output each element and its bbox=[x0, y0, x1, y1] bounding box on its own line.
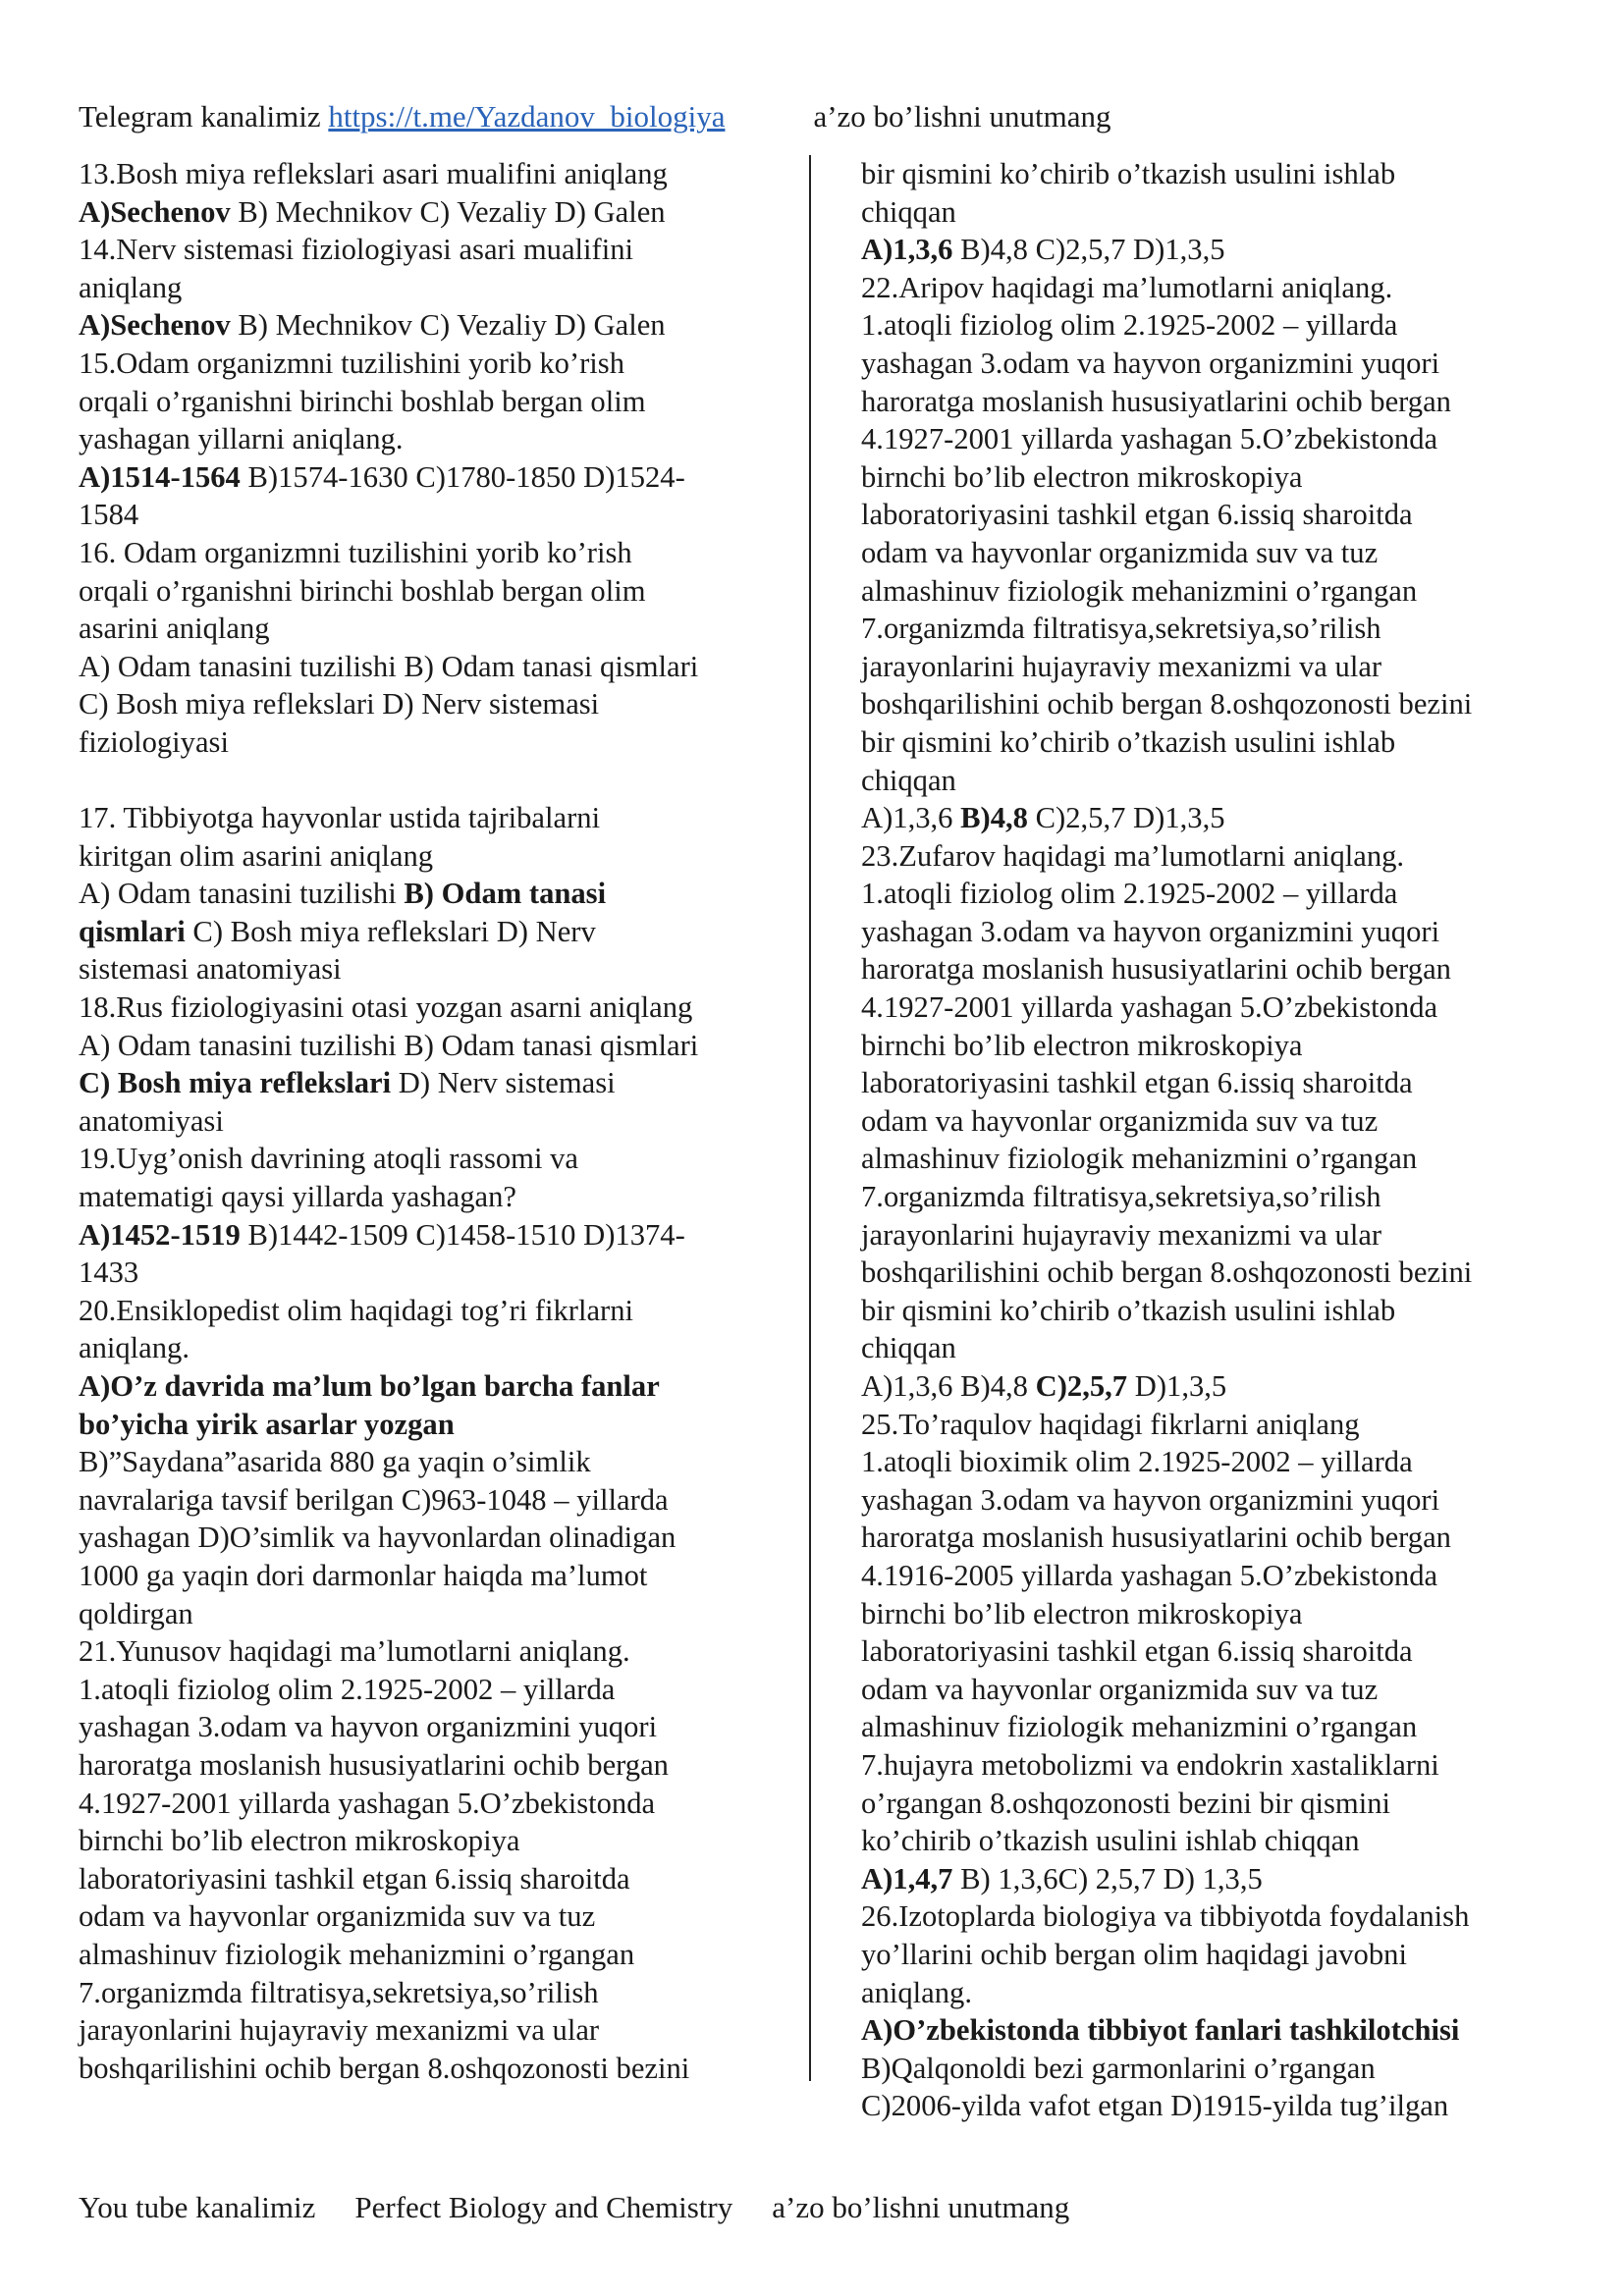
text-run: bir qismini ko’chirib o’tkazish usulini ishlab bbox=[861, 157, 1396, 190]
text-line bbox=[861, 2087, 1548, 2125]
text-run: almashinuv fiziologik mehanizmini o’rgangan bbox=[861, 1142, 1418, 1176]
text-run: qoldirgan bbox=[79, 1596, 193, 1630]
text-line bbox=[861, 610, 1548, 648]
text-run: 19.Uyg’onish davrining atoqli rassomi va bbox=[79, 1142, 578, 1176]
text-run: 1.atoqli fiziolog olim 2.1925-2002 – yillarda bbox=[861, 877, 1398, 911]
text-line bbox=[79, 269, 781, 307]
text-line bbox=[861, 837, 1548, 876]
text-run: aniqlang bbox=[79, 270, 183, 304]
text-run: A) Odam tanasini tuzilishi B) Odam tanasi qismlari bbox=[79, 1028, 699, 1062]
text-run: birnchi bo’lib electron mikroskopiya bbox=[79, 1824, 520, 1858]
text-line bbox=[861, 2050, 1548, 2088]
text-line bbox=[79, 1519, 781, 1557]
text-line bbox=[861, 685, 1548, 723]
page-footer bbox=[79, 2189, 1109, 2226]
text-run: odam va hayvonlar organizmida suv va tuz bbox=[861, 1672, 1379, 1706]
text-line bbox=[79, 1974, 781, 2012]
text-line bbox=[79, 1027, 781, 1065]
bold-answer: A)1,3,6 bbox=[861, 233, 953, 267]
bold-answer: B)4,8 bbox=[960, 801, 1028, 835]
text-line bbox=[79, 1557, 781, 1595]
text-run: 23.Zufarov haqidagi ma’lumotlarni aniqlang. bbox=[861, 838, 1405, 873]
text-line bbox=[79, 1064, 781, 1102]
text-line bbox=[861, 1671, 1548, 1709]
text-line bbox=[79, 648, 781, 686]
text-run: boshqarilishini ochib bergan 8.oshqozonosti bezini bbox=[861, 1255, 1473, 1290]
text-line bbox=[79, 723, 781, 762]
text-line bbox=[861, 648, 1548, 686]
bold-answer: A)O’z davrida ma’lum bo’lgan barcha fanlar bbox=[79, 1369, 660, 1403]
text-run: yashagan D)O’simlik va hayvonlardan olinadigan bbox=[79, 1521, 677, 1555]
bold-answer: qismlari bbox=[79, 914, 186, 948]
text-line bbox=[79, 496, 781, 534]
text-run: B) 1,3,6C) 2,5,7 D) 1,3,5 bbox=[952, 1861, 1263, 1896]
header-prefix: Telegram kanalimiz bbox=[79, 99, 329, 133]
text-line bbox=[79, 1708, 781, 1746]
text-run: B)”Saydana”asarida 880 ga yaqin o’simlik bbox=[79, 1445, 591, 1479]
text-line bbox=[861, 1746, 1548, 1785]
text-line bbox=[861, 155, 1548, 193]
text-line bbox=[861, 1481, 1548, 1520]
text-line bbox=[79, 1671, 781, 1709]
text-run: jarayonlarini hujayraviy mexanizmi va ular bbox=[79, 2013, 600, 2048]
text-line bbox=[861, 1897, 1548, 1936]
text-line bbox=[861, 572, 1548, 611]
bold-answer: C) Bosh miya reflekslari bbox=[79, 1066, 392, 1100]
telegram-link[interactable]: https://t.me/Yazdanov_biologiya bbox=[328, 99, 726, 133]
text-line bbox=[861, 1292, 1548, 1330]
text-run: yashagan 3.odam va hayvon organizmini yuqori bbox=[79, 1710, 658, 1744]
bold-answer: A)1514-1564 bbox=[79, 459, 241, 494]
text-line bbox=[79, 1481, 781, 1520]
footer-channel: Perfect Biology and Chemistry bbox=[354, 2190, 733, 2224]
text-run: C) Bosh miya reflekslari D) Nerv bbox=[185, 914, 596, 948]
text-run: 26.Izotoplarda biologiya va tibbiyotda foydalanish bbox=[861, 1899, 1470, 1934]
text-run: o’rgangan 8.oshqozonosti bezini bir qismini bbox=[861, 1786, 1391, 1820]
bold-answer: B) Odam tanasi bbox=[404, 877, 607, 911]
text-run: odam va hayvonlar organizmida suv va tuz bbox=[79, 1899, 596, 1934]
text-run: 21.Yunusov haqidagi ma’lumotlarni aniqlang. bbox=[79, 1634, 630, 1669]
text-run: odam va hayvonlar organizmida suv va tuz bbox=[861, 535, 1379, 569]
text-run: anatomiyasi bbox=[79, 1103, 224, 1138]
text-line bbox=[861, 269, 1548, 307]
text-line bbox=[861, 1974, 1548, 2012]
header-suffix: a’zo bo’lishni unutmang bbox=[813, 99, 1111, 133]
text-run: asarini aniqlang bbox=[79, 612, 270, 646]
text-line bbox=[861, 1027, 1548, 1065]
text-line bbox=[861, 1140, 1548, 1178]
text-run: laboratoriyasini tashkil etgan 6.issiq sharoitda bbox=[79, 1861, 630, 1896]
text-run: chiqqan bbox=[861, 763, 956, 797]
text-run: yo’llarini ochib bergan olim haqidagi javobni bbox=[861, 1937, 1407, 1971]
text-run: almashinuv fiziologik mehanizmini o’rgangan bbox=[79, 1937, 635, 1971]
text-line bbox=[861, 1443, 1548, 1481]
text-line bbox=[79, 685, 781, 723]
text-run: D)1,3,5 bbox=[1127, 1369, 1227, 1403]
text-run: 22.Aripov haqidagi ma’lumotlarni aniqlang. bbox=[861, 270, 1393, 304]
text-run: jarayonlarini hujayraviy mexanizmi va ular bbox=[861, 1217, 1382, 1252]
text-run: boshqarilishini ochib bergan 8.oshqozonosti bezini bbox=[861, 687, 1473, 721]
text-line bbox=[861, 1519, 1548, 1557]
text-run: yashagan 3.odam va hayvon organizmini yuqori bbox=[861, 914, 1440, 948]
text-line bbox=[79, 2050, 781, 2088]
text-line bbox=[79, 1140, 781, 1178]
text-run: 14.Nerv sistemasi fiziologiyasi asari mualifini bbox=[79, 233, 634, 267]
text-line bbox=[79, 1632, 781, 1671]
text-line bbox=[861, 1860, 1548, 1898]
text-line bbox=[861, 1254, 1548, 1292]
text-run: 4.1927-2001 yillarda yashagan 5.O’zbekistonda bbox=[861, 422, 1438, 456]
text-line bbox=[79, 762, 781, 800]
text-line bbox=[861, 383, 1548, 421]
text-run: A)1,3,6 bbox=[861, 801, 961, 835]
text-line bbox=[861, 458, 1548, 497]
text-line bbox=[861, 950, 1548, 988]
text-run: boshqarilishini ochib bergan 8.oshqozonosti bezini bbox=[79, 2051, 690, 2085]
text-run: 13.Bosh miya reflekslari asari mualifini aniqlang bbox=[79, 157, 668, 190]
text-run: haroratga moslanish hususiyatlarini ochib bergan bbox=[861, 952, 1451, 987]
text-line bbox=[79, 383, 781, 421]
text-run: C)2006-yilda vafot etgan D)1915-yilda tug’ilgan bbox=[861, 2089, 1449, 2123]
text-line bbox=[861, 1708, 1548, 1746]
text-line bbox=[861, 913, 1548, 951]
text-line bbox=[79, 875, 781, 913]
text-line bbox=[861, 1822, 1548, 1860]
text-run: 7.organizmda filtratisya,sekretsiya,so’rilish bbox=[861, 1180, 1381, 1214]
text-line bbox=[79, 1822, 781, 1860]
text-run: B)1574-1630 C)1780-1850 D)1524- bbox=[240, 459, 685, 494]
text-line bbox=[79, 799, 781, 837]
text-line bbox=[861, 1178, 1548, 1216]
text-line bbox=[79, 231, 781, 269]
text-line bbox=[79, 1178, 781, 1216]
text-run: haroratga moslanish hususiyatlarini ochib bergan bbox=[861, 1521, 1451, 1555]
text-line bbox=[79, 193, 781, 232]
footer-suffix: a’zo bo’lishni unutmang bbox=[772, 2190, 1070, 2224]
text-run: navralariga tavsif berilgan C)963-1048 – yillarda bbox=[79, 1482, 669, 1517]
text-run: 15.Odam organizmni tuzilishini yorib ko’rish bbox=[79, 346, 625, 380]
text-line bbox=[861, 496, 1548, 534]
text-line bbox=[861, 1329, 1548, 1367]
text-line bbox=[861, 1595, 1548, 1633]
text-line bbox=[861, 1557, 1548, 1595]
bold-answer: A)O’zbekistonda tibbiyot fanlari tashkilotchisi bbox=[861, 2013, 1460, 2048]
text-line bbox=[861, 1064, 1548, 1102]
text-run: orqali o’rganishni birinchi boshlab bergan olim bbox=[79, 384, 646, 418]
text-run: aniqlang. bbox=[79, 1331, 189, 1365]
bold-answer: A)Sechenov bbox=[79, 308, 231, 343]
text-line bbox=[79, 1936, 781, 1974]
text-line bbox=[79, 1746, 781, 1785]
text-run: 18.Rus fiziologiyasini otasi yozgan asarni aniqlang bbox=[79, 990, 693, 1025]
text-run: laboratoriyasini tashkil etgan 6.issiq sharoitda bbox=[861, 1066, 1413, 1100]
text-line bbox=[79, 2011, 781, 2050]
text-run: chiqqan bbox=[861, 1331, 956, 1365]
text-line bbox=[79, 1216, 781, 1255]
text-line bbox=[861, 799, 1548, 837]
text-run: C) Bosh miya reflekslari D) Nerv sistemasi bbox=[79, 687, 600, 721]
text-line bbox=[861, 420, 1548, 458]
text-run: birnchi bo’lib electron mikroskopiya bbox=[861, 459, 1303, 494]
text-line bbox=[79, 1595, 781, 1633]
text-run: 7.organizmda filtratisya,sekretsiya,so’rilish bbox=[79, 1975, 599, 2009]
text-run: 25.To’raqulov haqidagi fikrlarni aniqlang bbox=[861, 1407, 1360, 1441]
text-line bbox=[79, 837, 781, 876]
text-line bbox=[79, 1897, 781, 1936]
text-run: B)Qalqonoldi bezi garmonlarini o’rgangan bbox=[861, 2051, 1376, 2085]
text-run: almashinuv fiziologik mehanizmini o’rgangan bbox=[861, 573, 1418, 608]
text-run: 7.hujayra metobolizmi va endokrin xastaliklarni bbox=[861, 1747, 1439, 1782]
text-run: yashagan 3.odam va hayvon organizmini yuqori bbox=[861, 346, 1440, 380]
text-run: 4.1927-2001 yillarda yashagan 5.O’zbekistonda bbox=[79, 1786, 656, 1820]
text-run: orqali o’rganishni birinchi boshlab bergan olim bbox=[79, 573, 646, 608]
text-run: B)1442-1509 C)1458-1510 D)1374- bbox=[240, 1217, 685, 1252]
text-line bbox=[861, 1216, 1548, 1255]
text-run: B) Mechnikov C) Vezaliy D) Galen bbox=[230, 194, 666, 229]
text-run: 20.Ensiklopedist olim haqidagi tog’ri fikrlarni bbox=[79, 1293, 634, 1327]
text-line bbox=[861, 534, 1548, 572]
text-run: 4.1927-2001 yillarda yashagan 5.O’zbekistonda bbox=[861, 990, 1438, 1025]
text-line bbox=[79, 610, 781, 648]
text-line bbox=[79, 950, 781, 988]
text-line bbox=[861, 1102, 1548, 1141]
text-line bbox=[79, 572, 781, 611]
text-run: odam va hayvonlar organizmida suv va tuz bbox=[861, 1103, 1379, 1138]
text-run: bir qismini ko’chirib o’tkazish usulini ishlab bbox=[861, 724, 1396, 759]
text-run: matematigi qaysi yillarda yashagan? bbox=[79, 1180, 516, 1214]
text-run: aniqlang. bbox=[861, 1975, 972, 2009]
text-run: fiziologiyasi bbox=[79, 724, 229, 759]
text-line bbox=[79, 1406, 781, 1444]
text-line bbox=[861, 345, 1548, 383]
text-line bbox=[861, 306, 1548, 345]
text-run: yashagan 3.odam va hayvon organizmini yuqori bbox=[861, 1482, 1440, 1517]
text-run: jarayonlarini hujayraviy mexanizmi va ular bbox=[861, 649, 1382, 683]
text-run: A) Odam tanasini tuzilishi bbox=[79, 877, 405, 911]
text-line bbox=[861, 1785, 1548, 1823]
text-run: bir qismini ko’chirib o’tkazish usulini ishlab bbox=[861, 1293, 1396, 1327]
text-run: laboratoriyasini tashkil etgan 6.issiq sharoitda bbox=[861, 1634, 1413, 1669]
right-column bbox=[861, 155, 1548, 2125]
text-run: 17. Tibbiyotga hayvonlar ustida tajribalarni bbox=[79, 801, 601, 835]
text-run: laboratoriyasini tashkil etgan 6.issiq sharoitda bbox=[861, 498, 1413, 532]
text-run: 1584 bbox=[79, 498, 139, 532]
text-run: kiritgan olim asarini aniqlang bbox=[79, 838, 434, 873]
text-run: B)4,8 C)2,5,7 D)1,3,5 bbox=[952, 233, 1225, 267]
text-run: D) Nerv sistemasi bbox=[391, 1066, 616, 1100]
text-run: haroratga moslanish hususiyatlarini ochib bergan bbox=[861, 384, 1451, 418]
text-run: birnchi bo’lib electron mikroskopiya bbox=[861, 1028, 1303, 1062]
text-line bbox=[79, 420, 781, 458]
text-run: 1000 ga yaqin dori darmonlar haiqda ma’lumot bbox=[79, 1558, 648, 1592]
text-line bbox=[79, 458, 781, 497]
text-run: 1433 bbox=[79, 1255, 139, 1290]
text-line bbox=[861, 723, 1548, 762]
text-run: almashinuv fiziologik mehanizmini o’rgangan bbox=[861, 1710, 1418, 1744]
text-run: 1.atoqli fiziolog olim 2.1925-2002 – yillarda bbox=[79, 1672, 616, 1706]
text-run: A)1,3,6 B)4,8 bbox=[861, 1369, 1036, 1403]
text-run: haroratga moslanish hususiyatlarini ochib bergan bbox=[79, 1747, 669, 1782]
text-line bbox=[79, 345, 781, 383]
bold-answer: A)1452-1519 bbox=[79, 1217, 241, 1252]
text-line bbox=[861, 762, 1548, 800]
text-run: C)2,5,7 D)1,3,5 bbox=[1027, 801, 1225, 835]
bold-answer: A)Sechenov bbox=[79, 194, 231, 229]
bold-answer: bo’yicha yirik asarlar yozgan bbox=[79, 1407, 455, 1441]
text-line bbox=[861, 1936, 1548, 1974]
text-line bbox=[861, 231, 1548, 269]
text-run: B) Mechnikov C) Vezaliy D) Galen bbox=[230, 308, 666, 343]
text-run: birnchi bo’lib electron mikroskopiya bbox=[861, 1596, 1303, 1630]
text-run: 7.organizmda filtratisya,sekretsiya,so’rilish bbox=[861, 612, 1381, 646]
footer-label: You tube kanalimiz bbox=[79, 2190, 316, 2224]
text-run: yashagan yillarni aniqlang. bbox=[79, 422, 404, 456]
text-line bbox=[79, 1367, 781, 1406]
text-line bbox=[861, 193, 1548, 232]
text-run: A) Odam tanasini tuzilishi B) Odam tanasi qismlari bbox=[79, 649, 699, 683]
text-run: ko’chirib o’tkazish usulini ishlab chiqqan bbox=[861, 1824, 1360, 1858]
text-line bbox=[79, 1329, 781, 1367]
text-line bbox=[79, 1443, 781, 1481]
text-line bbox=[79, 988, 781, 1027]
text-line bbox=[79, 155, 781, 193]
text-line bbox=[861, 1367, 1548, 1406]
text-line bbox=[861, 1632, 1548, 1671]
text-line bbox=[861, 875, 1548, 913]
text-line bbox=[79, 534, 781, 572]
text-line bbox=[79, 1785, 781, 1823]
text-line bbox=[79, 306, 781, 345]
page-header bbox=[79, 98, 1111, 135]
text-run: sistemasi anatomiyasi bbox=[79, 952, 342, 987]
text-line bbox=[79, 913, 781, 951]
text-line bbox=[79, 1254, 781, 1292]
text-run: 16. Odam organizmni tuzilishini yorib ko’rish bbox=[79, 535, 632, 569]
text-line bbox=[79, 1860, 781, 1898]
bold-answer: C)2,5,7 bbox=[1035, 1369, 1128, 1403]
text-line bbox=[861, 1406, 1548, 1444]
text-line bbox=[861, 2011, 1548, 2050]
bold-answer: A)1,4,7 bbox=[861, 1861, 953, 1896]
text-line bbox=[79, 1102, 781, 1141]
text-run: chiqqan bbox=[861, 194, 956, 229]
text-run: 1.atoqli bioximik olim 2.1925-2002 – yillarda bbox=[861, 1445, 1413, 1479]
text-line bbox=[861, 988, 1548, 1027]
text-run: 4.1916-2005 yillarda yashagan 5.O’zbekistonda bbox=[861, 1558, 1438, 1592]
left-column bbox=[79, 155, 781, 2087]
column-divider bbox=[809, 155, 811, 2081]
text-line bbox=[79, 1292, 781, 1330]
text-run: 1.atoqli fiziolog olim 2.1925-2002 – yillarda bbox=[861, 308, 1398, 343]
